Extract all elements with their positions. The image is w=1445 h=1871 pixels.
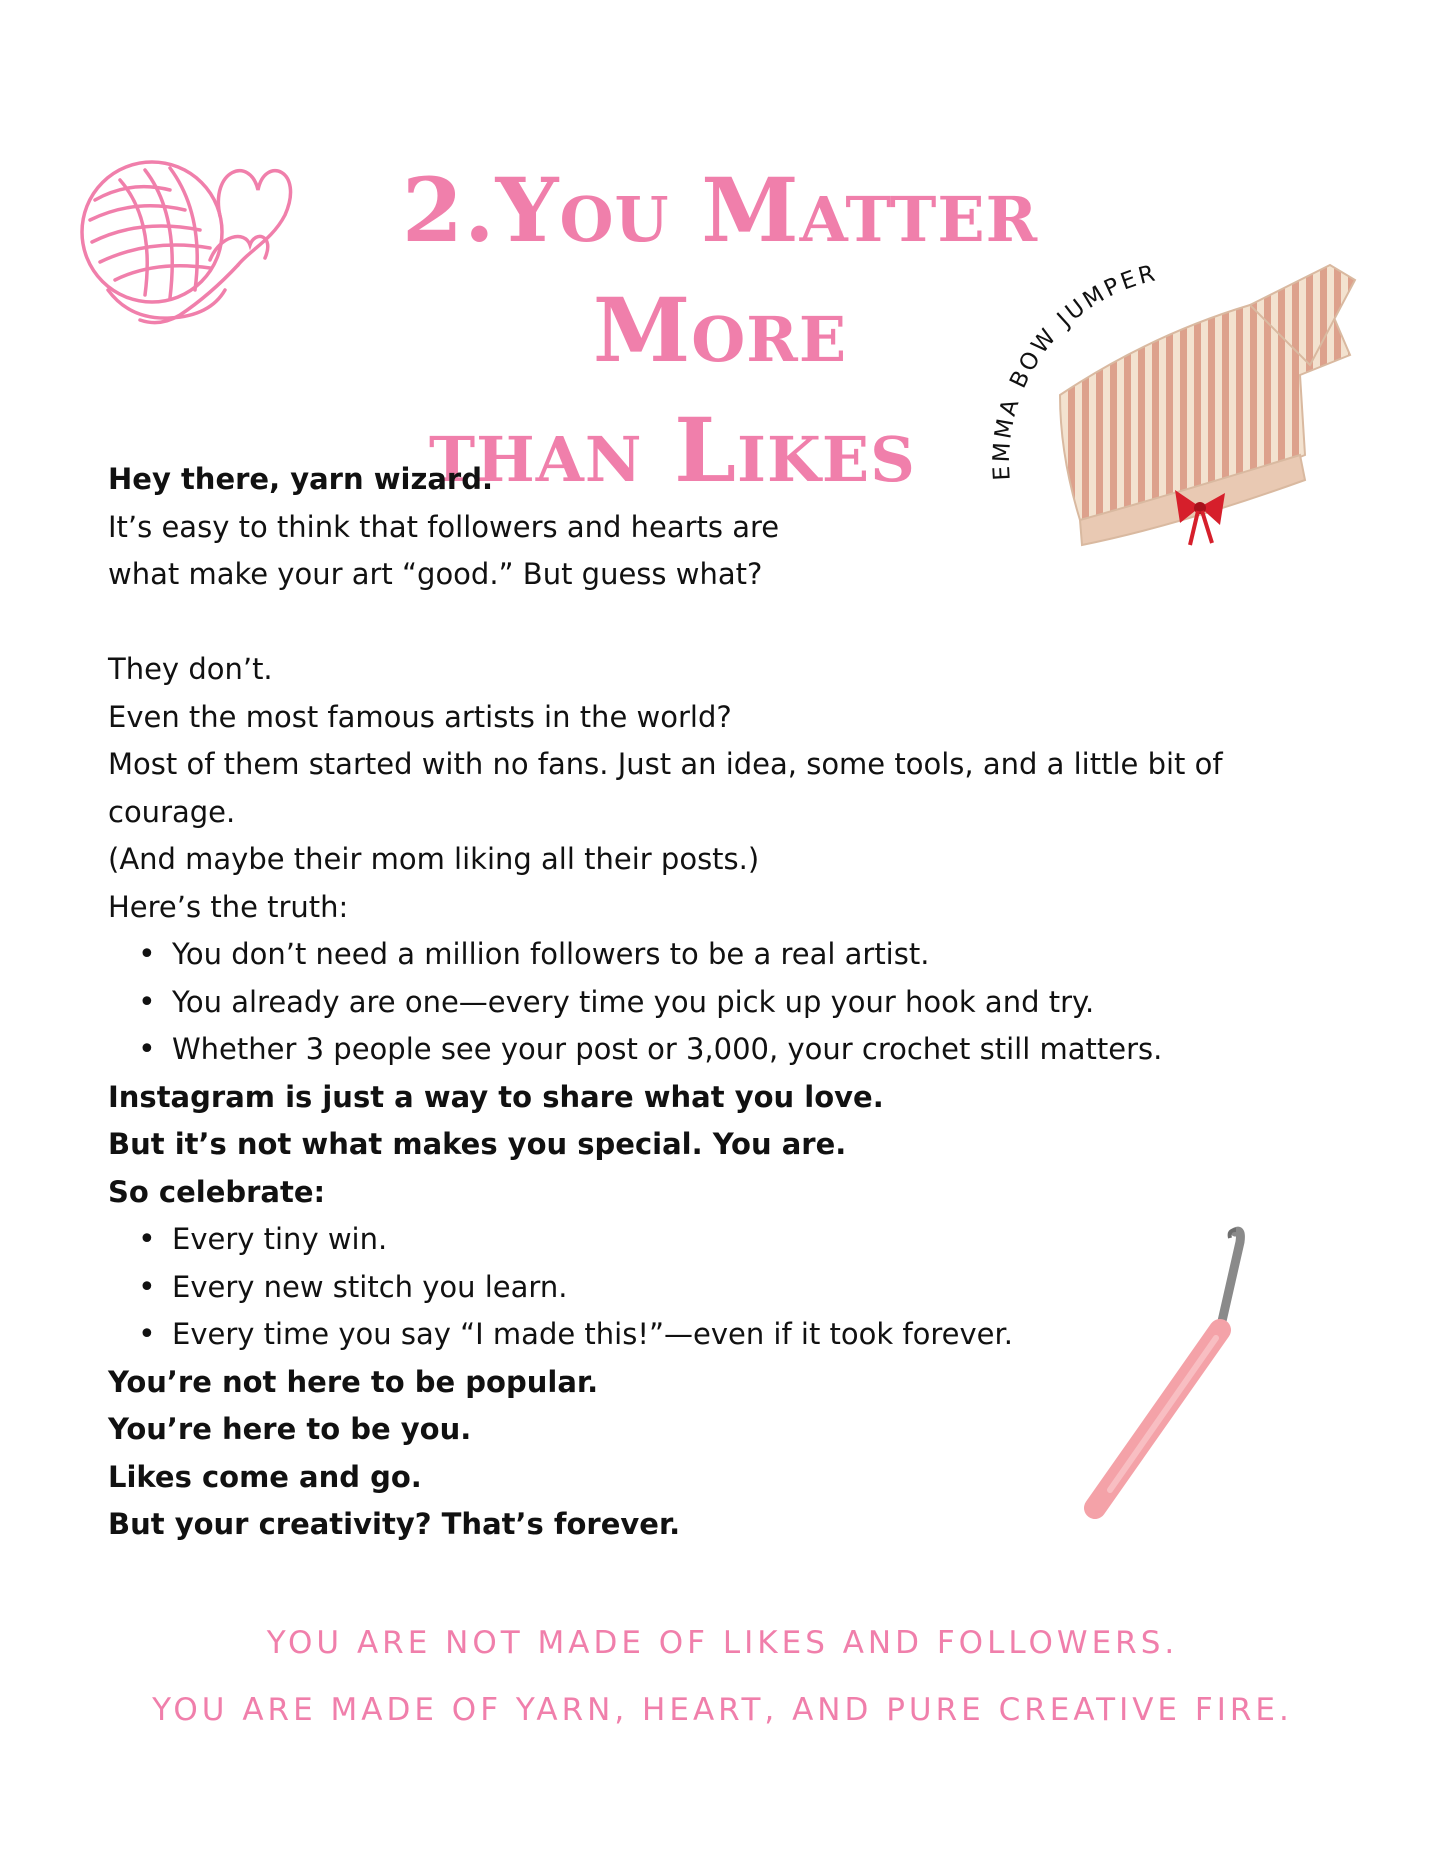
list-item: • You already are one—every time you pick up your hook and try. bbox=[172, 979, 1298, 1027]
paragraph-4: (And maybe their mom liking all their posts.) bbox=[108, 842, 760, 876]
bold-line-1: Instagram is just a way to share what you love. bbox=[108, 1079, 884, 1114]
bold-line-3: So celebrate: bbox=[108, 1174, 326, 1209]
list-item: • Every time you say “I made this!”—even if it took forever. bbox=[172, 1311, 1298, 1359]
closing-line-3: Likes come and go. bbox=[108, 1459, 422, 1494]
paragraph-3b: courage. bbox=[108, 794, 236, 829]
paragraph-5: Here’s the truth: bbox=[108, 889, 349, 924]
yarn-ball-heart-icon bbox=[60, 120, 300, 330]
list-item: • You don’t need a million followers to be a real artist. bbox=[172, 931, 1298, 979]
paragraph-2: Even the most famous artists in the world? bbox=[108, 699, 732, 734]
quote-line-2: YOU ARE MADE OF YARN, HEART, AND PURE CREATIVE FIRE. bbox=[152, 1692, 1293, 1728]
intro-line-2: what make your art “good.” But guess what? bbox=[108, 557, 763, 591]
list-item: • Every new stitch you learn. bbox=[172, 1264, 1298, 1312]
truth-list bbox=[108, 931, 1298, 1074]
paragraph-1: They don’t. bbox=[108, 652, 273, 686]
closing-line-4: But your creativity? That’s forever. bbox=[108, 1507, 681, 1541]
list-item: • Every tiny win. bbox=[172, 1216, 1298, 1264]
quote-line-1: YOU ARE NOT MADE OF LIKES AND FOLLOWERS. bbox=[266, 1625, 1179, 1661]
closing-line-1: You’re not here to be popular. bbox=[108, 1364, 599, 1399]
product-label: EMMA BOW JUMPER bbox=[988, 260, 1161, 482]
list-item: • Whether 3 people see your post or 3,000, your crochet still matters. bbox=[172, 1026, 1298, 1074]
spacer bbox=[108, 599, 1298, 647]
title-line-1: 2.You Matter More bbox=[401, 158, 1039, 382]
closing-line-2: You’re here to be you. bbox=[108, 1412, 472, 1446]
intro-line-1: It’s easy to think that followers and hearts are bbox=[108, 509, 780, 544]
greeting: Hey there, yarn wizard. bbox=[108, 462, 493, 496]
crochet-hook-icon bbox=[1070, 1220, 1250, 1520]
title-line-2: than Likes bbox=[429, 398, 916, 502]
bold-line-2: But it’s not what makes you special. You are. bbox=[108, 1127, 847, 1161]
paragraph-3a: Most of them started with no fans. Just an idea, some tools, and a little bit of bbox=[108, 747, 1223, 781]
